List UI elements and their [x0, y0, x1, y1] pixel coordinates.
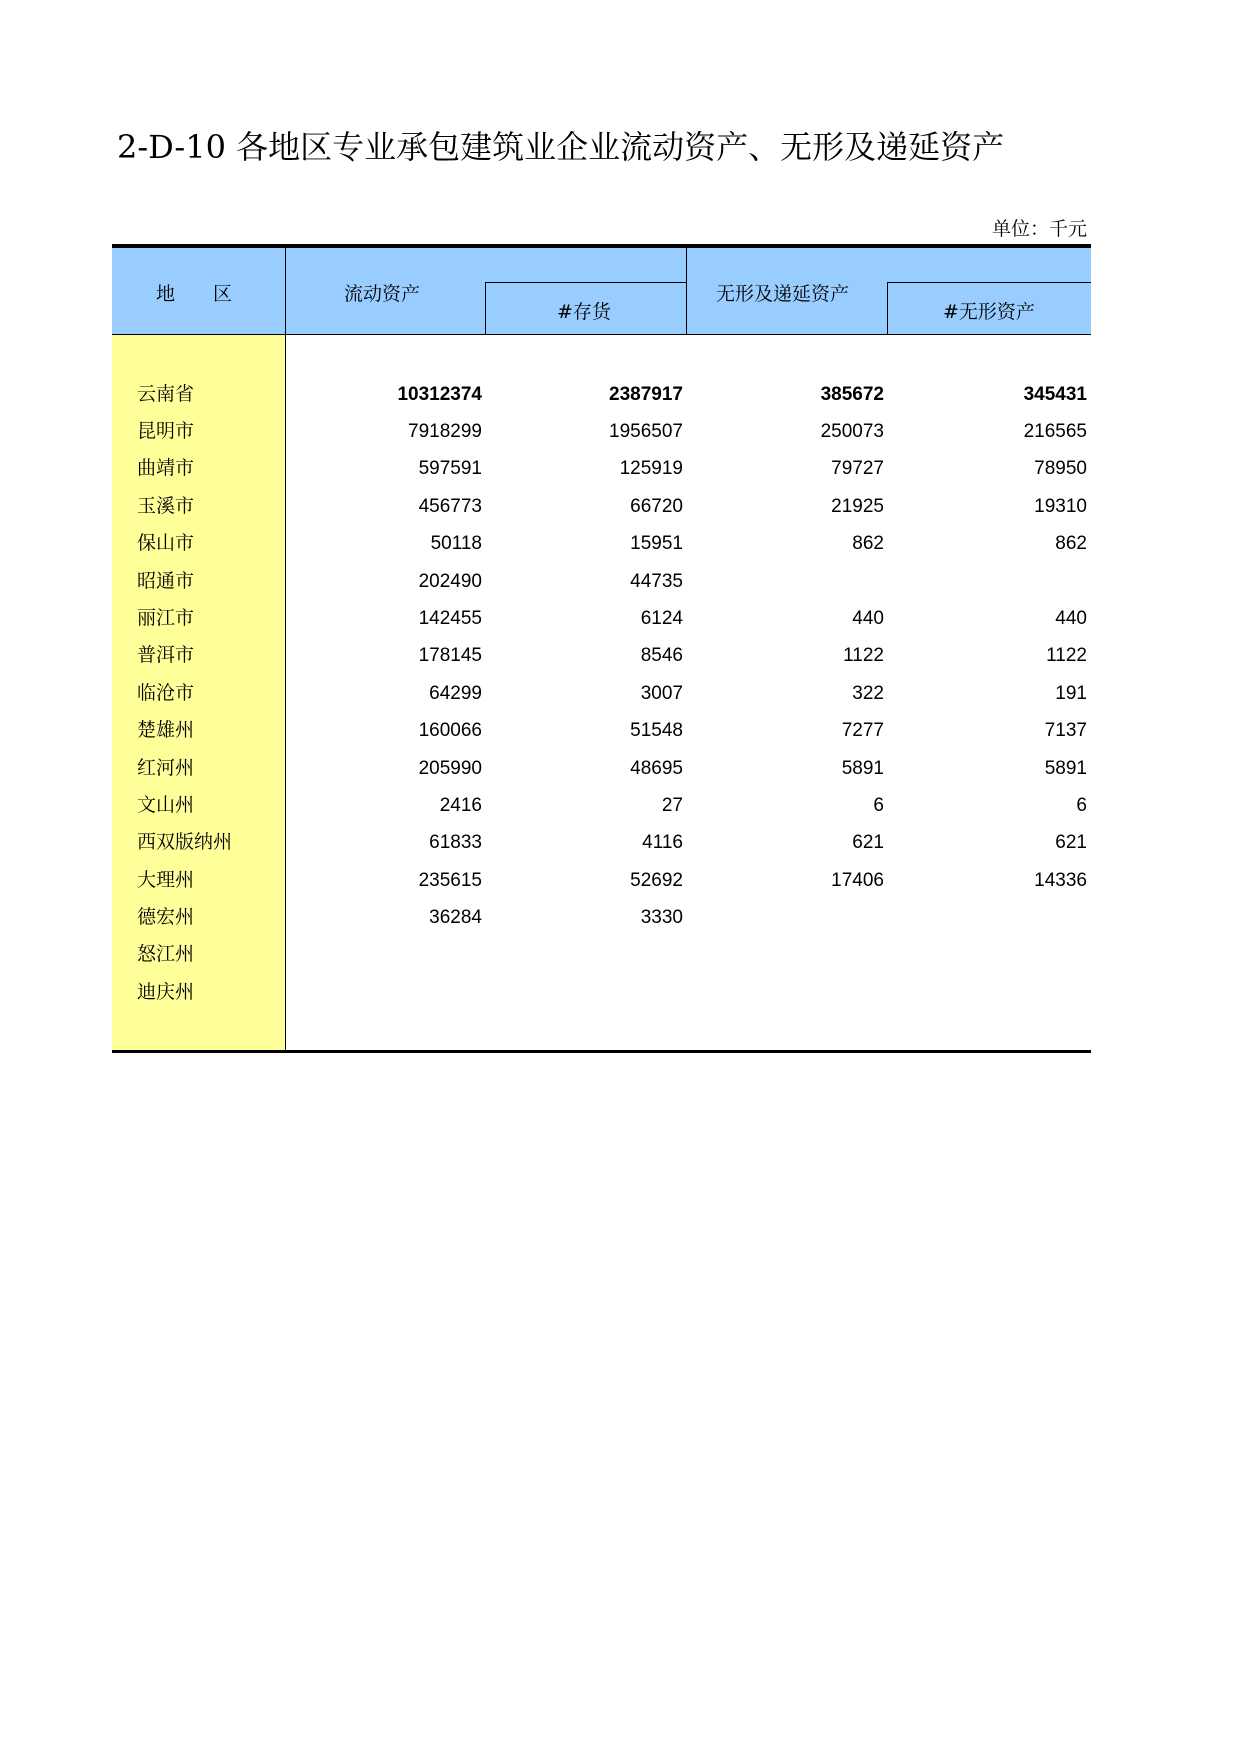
header-group-divider [686, 248, 687, 335]
inventory-value: 6124 [640, 608, 683, 629]
region-name: 怒江州 [137, 943, 195, 965]
table-row [112, 413, 1091, 450]
intangible-value: 7137 [1044, 720, 1087, 741]
table-row [112, 936, 1091, 973]
current-assets-value: 205990 [418, 758, 482, 779]
intangible-value [890, 563, 1087, 600]
inventory-value: 8546 [640, 645, 683, 666]
page-title: 2-D-10 各地区专业承包建筑业企业流动资产、无形及递延资产 [117, 128, 1005, 166]
inventory-value: 66720 [630, 496, 683, 517]
current-assets-value: 7918299 [408, 421, 482, 442]
current-assets-value: 142455 [418, 608, 482, 629]
current-assets-value: 202490 [418, 571, 482, 592]
header-inventory: #存货 [557, 301, 611, 323]
inventory-value: 48695 [630, 758, 683, 779]
current-assets-value: 160066 [418, 720, 482, 741]
intangible-deferred-value [689, 563, 884, 600]
intangible-deferred-value [689, 936, 884, 973]
inventory-value: 125919 [619, 458, 683, 479]
inventory-value: 1956507 [609, 421, 683, 442]
intangible-value [890, 899, 1087, 936]
region-name: 云南省 [137, 383, 195, 405]
intangible-value: 440 [1055, 608, 1087, 629]
current-assets-value: 235615 [418, 870, 482, 891]
intangible-deferred-value: 250073 [820, 421, 884, 442]
intangible-value: 191 [1055, 683, 1087, 704]
inventory-value: 51548 [630, 720, 683, 741]
region-name: 曲靖市 [137, 457, 195, 479]
intangible-deferred-value: 440 [852, 608, 884, 629]
current-assets-value: 64299 [429, 683, 482, 704]
current-assets-value [287, 936, 482, 973]
header-intangible-deferred: 无形及递延资产 [716, 283, 850, 305]
intangible-value: 5891 [1044, 758, 1087, 779]
region-name: 丽江市 [137, 607, 195, 629]
intangible-deferred-value: 385672 [820, 384, 884, 405]
intangible-value: 1122 [1046, 645, 1087, 666]
region-name: 昭通市 [137, 570, 195, 592]
intangible-value [890, 936, 1087, 973]
header-sub-top-right [887, 282, 1091, 283]
intangible-deferred-value: 7277 [841, 720, 884, 741]
region-name: 西双版纳州 [137, 831, 233, 853]
intangible-value: 862 [1055, 533, 1087, 554]
intangible-deferred-value: 862 [852, 533, 884, 554]
header-sub-divider-right [887, 283, 888, 335]
region-name: 大理州 [137, 869, 195, 891]
current-assets-value: 178145 [418, 645, 482, 666]
region-name: 临沧市 [137, 682, 195, 704]
table-row [112, 376, 1091, 413]
inventory-value: 3007 [640, 683, 683, 704]
table-bottom-rule [112, 1050, 1091, 1053]
inventory-value: 44735 [630, 571, 683, 592]
intangible-deferred-value: 5891 [841, 758, 884, 779]
region-name: 保山市 [137, 532, 195, 554]
inventory-value: 27 [661, 795, 683, 816]
region-name: 楚雄州 [137, 719, 195, 741]
header-current-assets: 流动资产 [344, 283, 421, 305]
unit-label: 单位：千元 [991, 218, 1087, 240]
table-row [112, 824, 1091, 861]
intangible-value: 216565 [1023, 421, 1087, 442]
region-name: 昆明市 [137, 420, 195, 442]
intangible-value: 621 [1055, 832, 1087, 853]
inventory-value: 4116 [642, 832, 683, 853]
inventory-value: 3330 [640, 907, 683, 928]
header-sub-top-left [485, 282, 686, 283]
table-row [112, 563, 1091, 600]
current-assets-value: 456773 [418, 496, 482, 517]
region-name: 玉溪市 [137, 495, 195, 517]
intangible-deferred-value: 17406 [831, 870, 884, 891]
intangible-deferred-value: 621 [852, 832, 884, 853]
current-assets-value: 61833 [429, 832, 482, 853]
table-row [112, 899, 1091, 936]
intangible-deferred-value: 6 [873, 795, 884, 816]
region-name: 德宏州 [137, 906, 195, 928]
table-row [112, 450, 1091, 487]
current-assets-value [287, 974, 482, 1011]
intangible-value: 6 [1076, 795, 1087, 816]
intangible-value [890, 974, 1087, 1011]
table-row [112, 600, 1091, 637]
inventory-value [488, 974, 683, 1011]
region-name: 文山州 [137, 794, 195, 816]
inventory-value: 2387917 [609, 384, 683, 405]
table-row [112, 488, 1091, 525]
region-name: 普洱市 [137, 644, 195, 666]
data-table [112, 244, 1091, 1053]
intangible-deferred-value: 1122 [843, 645, 884, 666]
table-row [112, 750, 1091, 787]
table-row [112, 974, 1091, 1011]
header-intangible: #无形资产 [943, 301, 1035, 323]
current-assets-value: 50118 [430, 533, 482, 554]
table-row [112, 712, 1091, 749]
intangible-deferred-value [689, 974, 884, 1011]
header-sub-divider-left [485, 283, 486, 335]
table-row [112, 675, 1091, 712]
region-name: 红河州 [137, 757, 195, 779]
current-assets-value: 10312374 [397, 384, 482, 405]
region-name: 迪庆州 [137, 981, 195, 1003]
intangible-deferred-value: 21925 [831, 496, 884, 517]
intangible-value: 19310 [1034, 496, 1087, 517]
current-assets-value: 2416 [439, 795, 482, 816]
inventory-value: 52692 [630, 870, 683, 891]
inventory-value: 15951 [630, 533, 683, 554]
intangible-deferred-value: 322 [852, 683, 884, 704]
table-row [112, 787, 1091, 824]
table-row [112, 637, 1091, 674]
current-assets-value: 597591 [418, 458, 482, 479]
intangible-value: 345431 [1023, 384, 1087, 405]
current-assets-value: 36284 [429, 907, 482, 928]
header-region: 地 区 [156, 283, 233, 305]
inventory-value [488, 936, 683, 973]
table-row [112, 862, 1091, 899]
intangible-deferred-value [689, 899, 884, 936]
intangible-value: 14336 [1034, 870, 1087, 891]
intangible-deferred-value: 79727 [831, 458, 884, 479]
intangible-value: 78950 [1034, 458, 1087, 479]
table-row [112, 525, 1091, 562]
